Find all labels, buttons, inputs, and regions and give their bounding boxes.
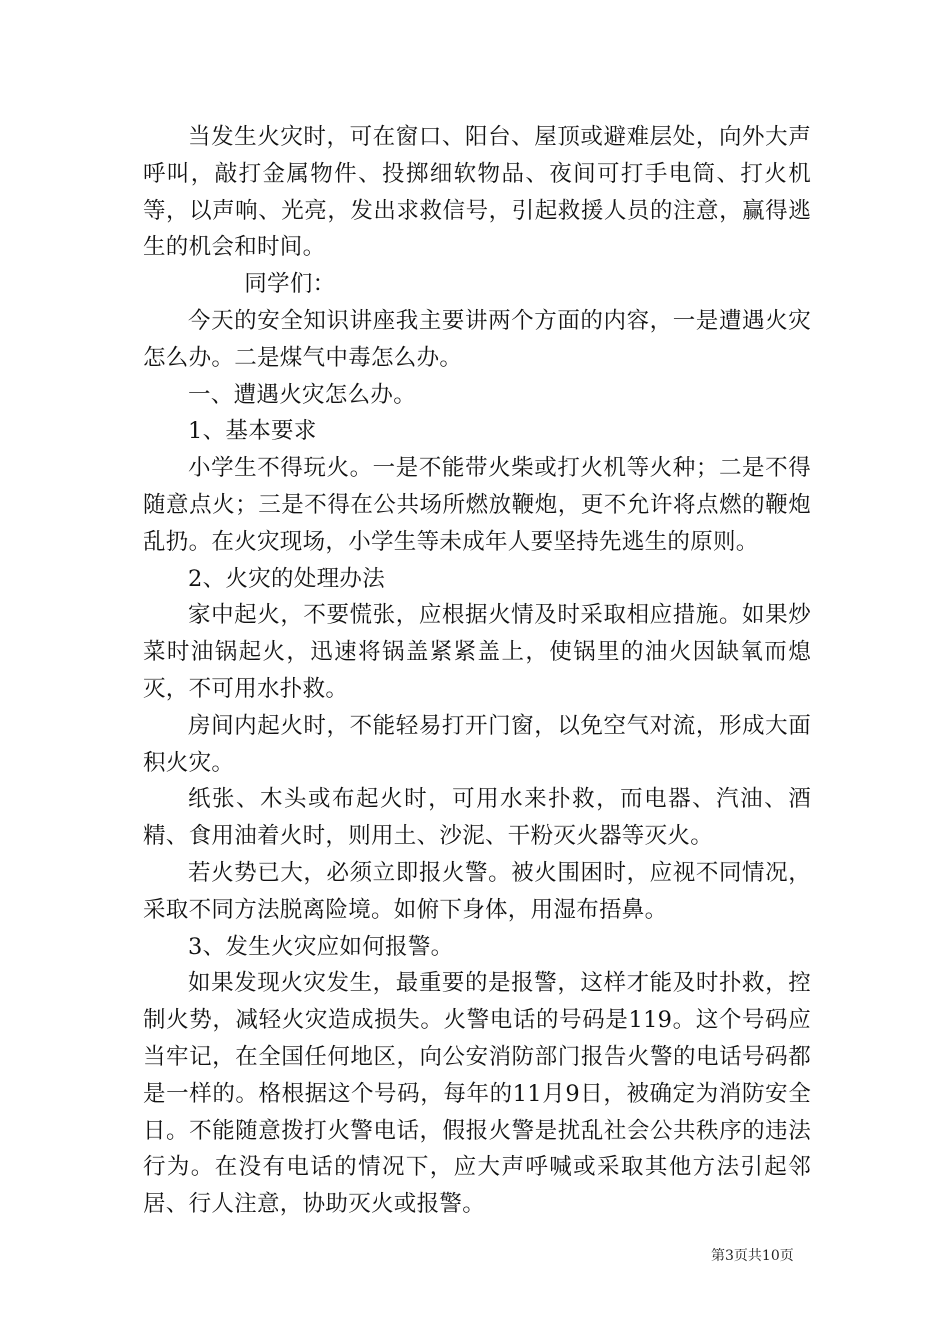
- paragraph-home-fire: 家中起火，不要慌张，应根据火情及时采取相应措施。如果炒菜时油锅起火，迅速将锅盖紧紧盖上，使锅里的油火因缺氧而熄灭，不可用水扑救。: [143, 602, 811, 702]
- paragraph-fire-signal: 当发生火灾时，可在窗口、阳台、屋顶或避难层处，向外大声呼叫，敲打金属物件、投掷细软物品、夜间可打手电筒、打火机等，以声响、光亮，发出求救信号，引起救援人员的注意，赢得逃生的机会和时间。: [143, 124, 811, 261]
- paragraph-material-fire: 纸张、木头或布起火时，可用水来扑救，而电器、汽油、酒精、食用油着火时，则用土、沙泥、干粉灭火器等灭火。: [143, 786, 811, 850]
- paragraph-room-fire: 房间内起火时，不能轻易打开门窗，以免空气对流，形成大面积火灾。: [143, 712, 811, 776]
- subheading-fire-report: 3、发生火灾应如何报警。: [188, 933, 454, 960]
- paragraph-basic-requirements: 小学生不得玩火。一是不能带火柴或打火机等火种；二是不得随意点火；三是不得在公共场所燃放鞭炮，更不允许将点燃的鞭炮乱扔。在火灾现场，小学生等未成年人要坚持先逃生的原则。: [143, 455, 811, 555]
- subheading-fire-handling: 2、火灾的处理办法: [188, 565, 386, 592]
- paragraph-large-fire: 若火势已大，必须立即报火警。被火围困时，应视不同情况，采取不同方法脱离险境。如俯下身体，用湿布捂鼻。: [143, 859, 811, 923]
- page-number: 第3页共10页: [711, 1248, 794, 1264]
- subheading-basic-requirements: 1、基本要求: [188, 418, 317, 445]
- document-body: [143, 119, 811, 1223]
- section-heading-fire: 一、遭遇火灾怎么办。: [188, 381, 417, 408]
- paragraph-intro: 今天的安全知识讲座我主要讲两个方面的内容，一是遭遇火灾怎么办。二是煤气中毒怎么办。: [143, 307, 811, 371]
- paragraph-fire-report: 如果发现火灾发生，最重要的是报警，这样才能及时扑救，控制火势，减轻火灾造成损失。火警电话的号码是119。这个号码应当牢记，在全国任何地区，向公安消防部门报告火警的电话号码都是一样的。格根据这个号码，每年的11月9日，被确定为消防安全日。不能随意拨打火警电话，假报火警是扰乱社会公共秩序的违法行为。在没有电话的情况下，应大声呼喊或采取其他方法引起邻居、行人注意，协助灭火或报警。: [143, 970, 811, 1218]
- paragraph-greeting: 同学们：: [244, 271, 336, 298]
